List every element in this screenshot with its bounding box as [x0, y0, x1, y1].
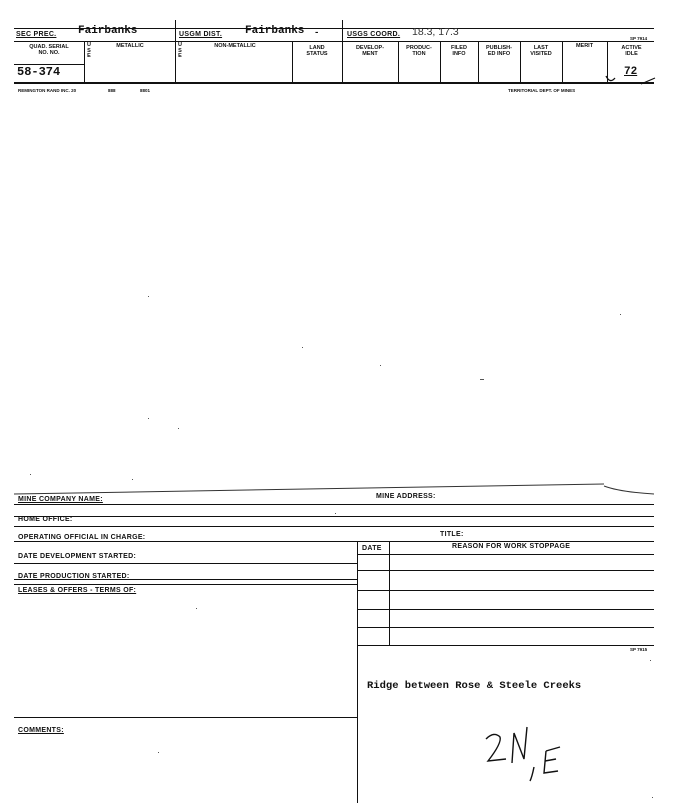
- usgm-dist-label: USGM DIST.: [179, 31, 223, 38]
- col-merit: MERIT: [575, 43, 594, 49]
- serial-number-value: 58-374: [17, 65, 61, 79]
- scan-speck: [480, 379, 484, 380]
- col-nonmetallic: NON-METALLIC: [214, 43, 256, 49]
- col-filed-info: FILED INFO: [451, 45, 467, 57]
- home-office-label: HOME OFFICE:: [18, 516, 73, 523]
- col-quad-serial: QUAD. SERIAL NO. NO.: [29, 44, 69, 56]
- rule: [14, 504, 654, 505]
- form-number-bottom: SP 7915: [630, 647, 648, 652]
- col-divider: [292, 41, 293, 82]
- rule: [14, 584, 357, 585]
- handwritten-note: [480, 725, 600, 795]
- title-label: TITLE:: [440, 531, 464, 538]
- card-bottom-rule: [14, 82, 654, 84]
- stoppage-date-divider: [389, 541, 390, 645]
- col-production: PRODUC- TION: [406, 45, 432, 57]
- printer-note: REMINGTON RAND INC. 20: [18, 88, 77, 93]
- rule: [14, 526, 654, 527]
- scan-speck: [148, 418, 149, 419]
- date-column-label: DATE: [362, 545, 382, 552]
- header-bottom-rule: [14, 41, 654, 42]
- scan-speck: [178, 428, 179, 429]
- rule: [357, 570, 654, 571]
- scan-speck: [652, 797, 653, 798]
- scan-speck: [148, 296, 149, 297]
- col-divider: [440, 41, 441, 82]
- scan-speck: [196, 608, 197, 609]
- handwritten-note-drawing: [480, 725, 600, 795]
- sec-prec-label: SEC PREC.: [16, 31, 57, 38]
- col-divider: [84, 41, 85, 82]
- corner-tick-mark: [640, 76, 658, 86]
- col-divider: [398, 41, 399, 82]
- sec-prec-value: Fairbanks: [78, 25, 138, 37]
- location-note: Ridge between Rose & Steele Creeks: [367, 680, 582, 692]
- rule: [14, 717, 357, 718]
- mine-address-label: MINE ADDRESS:: [376, 493, 436, 500]
- rule: [357, 627, 654, 628]
- rule: [14, 516, 654, 517]
- date-production-label: DATE PRODUCTION STARTED:: [18, 573, 130, 580]
- stoppage-table-left-edge: [357, 541, 358, 803]
- scan-speck: [650, 660, 651, 661]
- active-idle-value: 72: [624, 66, 638, 78]
- col-published-info: PUBLISH- ED INFO: [486, 45, 512, 57]
- form-number-top: SP 7914: [630, 36, 648, 41]
- usgs-coord-label: USGS COORD.: [347, 31, 401, 38]
- col-divider: [478, 41, 479, 82]
- scan-speck: [30, 474, 31, 475]
- scan-speck: [620, 314, 621, 315]
- scan-speck: [380, 365, 381, 366]
- scan-speck: [158, 752, 159, 753]
- territorial-note: TERRITORIAL DEPT. OF MINES: [508, 88, 576, 93]
- col-active-idle: ACTIVE IDLE: [621, 45, 642, 57]
- leases-label: LEASES & OFFERS - TERMS OF:: [18, 587, 137, 594]
- usgm-dist-value: Fairbanks: [245, 25, 305, 37]
- printer-code-2: 8801: [140, 88, 151, 93]
- rule: [14, 563, 357, 564]
- rule: [357, 645, 654, 646]
- active-check-mark: [604, 73, 618, 85]
- comments-label: COMMENTS:: [18, 727, 64, 734]
- col-land-status: LAND STATUS: [306, 45, 328, 57]
- col-development: DEVELOP- MENT: [355, 45, 385, 57]
- mine-company-label: MINE COMPANY NAME:: [18, 496, 103, 503]
- col-divider: [520, 41, 521, 82]
- col-use-nonmetallic: U S E: [178, 42, 182, 59]
- scan-speck: [302, 347, 303, 348]
- col-divider: [562, 41, 563, 82]
- printer-code-1: 888: [108, 88, 116, 93]
- col-use-metallic: U S E: [87, 42, 91, 59]
- col-last-visited: LAST VISITED: [530, 45, 552, 57]
- usgs-coord-value: 18.3, 17.3: [412, 26, 459, 38]
- col-divider: [175, 20, 176, 82]
- rule: [357, 609, 654, 610]
- col-divider: [342, 20, 343, 82]
- col-metallic: METALLIC: [116, 43, 144, 49]
- rule: [357, 554, 654, 555]
- reason-column-label: REASON FOR WORK STOPPAGE: [452, 543, 571, 550]
- card-edge: [0, 478, 678, 498]
- rule: [14, 541, 654, 542]
- operating-official-label: OPERATING OFFICIAL IN CHARGE:: [18, 534, 146, 541]
- date-development-label: DATE DEVELOPMENT STARTED:: [18, 553, 137, 560]
- scan-speck: [335, 513, 336, 514]
- usgm-dist-mark: -: [314, 28, 320, 38]
- rule: [357, 590, 654, 591]
